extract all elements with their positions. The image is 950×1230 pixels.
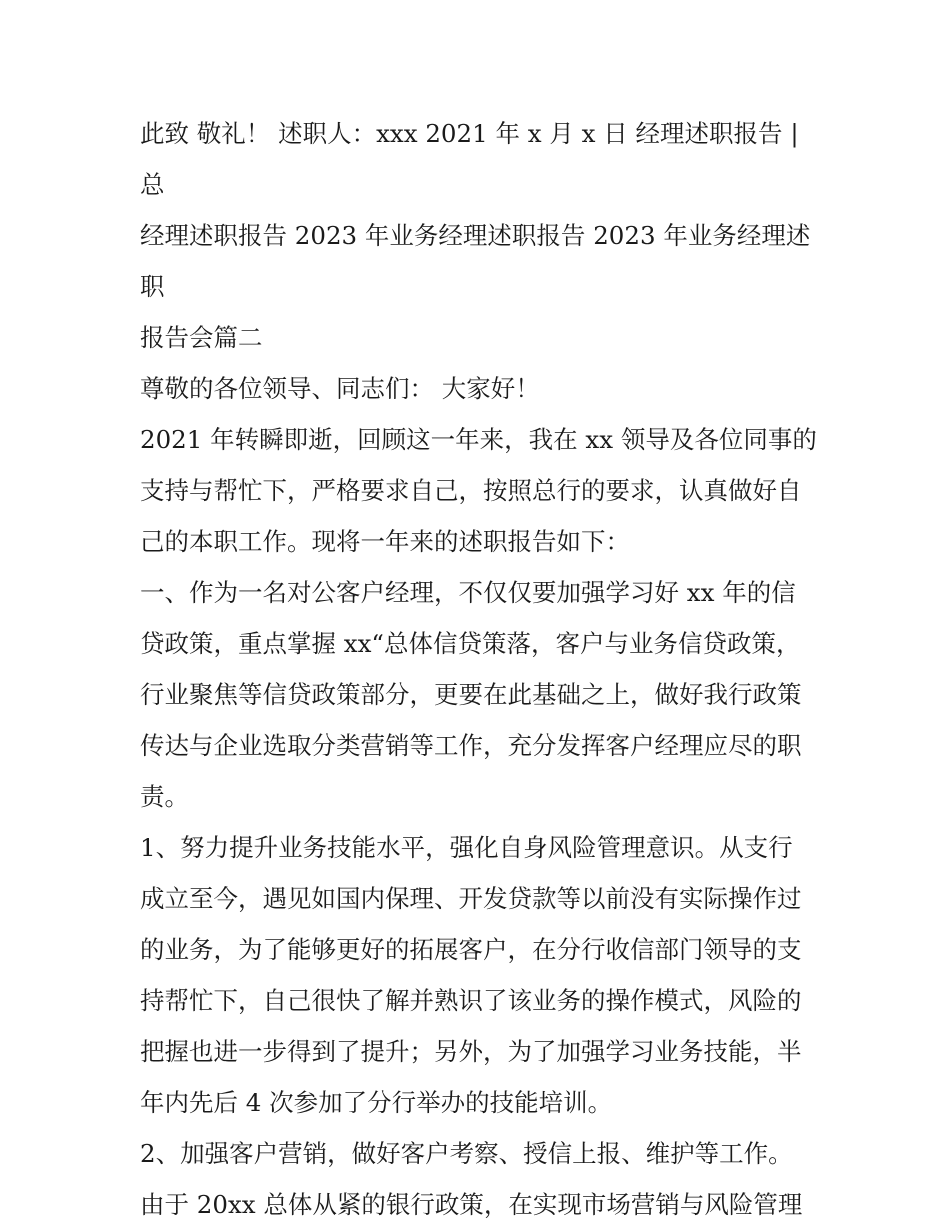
text-line-20: 由于 20xx 总体从紧的银行政策，在实现市场营销与风险管理	[140, 1190, 803, 1219]
text-line-6: 支持与帮忙下，严格要求自己，按照总行的要求，认真做好自	[140, 476, 802, 505]
text-line-12: 责。	[140, 782, 189, 811]
text-line-11: 传达与企业选取分类营销等工作，充分发挥客户经理应尽的职	[140, 731, 802, 760]
text-line-14: 成立至今，遇见如国内保理、开发贷款等以前没有实际操作过	[140, 884, 802, 913]
text-line-19: 2、加强客户营销，做好客户考察、授信上报、维护等工作。	[140, 1139, 793, 1168]
text-line-16: 持帮忙下，自己很快了解并熟识了该业务的操作模式，风险的	[140, 986, 802, 1015]
text-line-13: 1、努力提升业务技能水平，强化自身风险管理意识。从支行	[140, 833, 793, 862]
text-line-3: 报告会篇二	[140, 323, 263, 352]
document-body	[140, 108, 820, 1230]
text-line-10: 行业聚焦等信贷政策部分，更要在此基础之上，做好我行政策	[140, 680, 802, 709]
text-line-4: 尊敬的各位领导、同志们： 大家好！	[140, 374, 540, 403]
text-line-18: 年内先后 4 次参加了分行举办的技能培训。	[140, 1088, 613, 1117]
text-line-2: 经理述职报告 2023 年业务经理述职报告 2023 年业务经理述职	[140, 221, 811, 301]
text-line-7: 己的本职工作。现将一年来的述职报告如下：	[140, 527, 630, 556]
text-line-8: 一、作为一名对公客户经理，不仅仅要加强学习好 xx 年的信	[140, 578, 796, 607]
text-line-9: 贷政策，重点掌握 xx“总体信贷策落，客户与业务信贷政策，	[140, 629, 801, 658]
text-line-17: 把握也进一步得到了提升；另外，为了加强学习业务技能，半	[140, 1037, 802, 1066]
text-line-15: 的业务，为了能够更好的拓展客户，在分行收信部门领导的支	[140, 935, 802, 964]
text-line-1: 此致 敬礼！ 述职人：xxx 2021 年 x 月 x 日 经理述职报告 | 总	[140, 119, 807, 199]
text-line-5: 2021 年转瞬即逝，回顾这一年来，我在 xx 领导及各位同事的	[140, 425, 817, 454]
